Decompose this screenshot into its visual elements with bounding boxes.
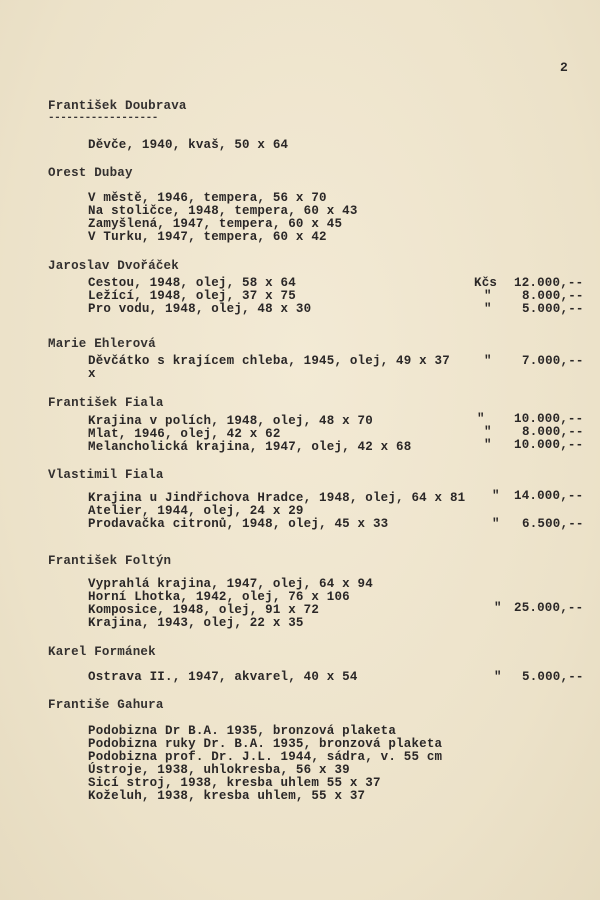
artwork-line: Ležící, 1948, olej, 37 x 75 xyxy=(88,289,296,303)
price-mark: " xyxy=(492,517,500,531)
artwork-line: Koželuh, 1938, kresba uhlem, 55 x 37 xyxy=(88,789,366,803)
artwork-line: Sicí stroj, 1938, kresba uhlem 55 x 37 xyxy=(88,776,381,790)
artwork-line: Ústroje, 1938, uhlokresba, 56 x 39 xyxy=(88,763,350,777)
artwork-line: V městě, 1946, tempera, 56 x 70 xyxy=(88,191,327,205)
price-mark: " xyxy=(484,425,492,439)
price-amount: 10.000,-- xyxy=(514,438,584,452)
artwork-line: Melancholická krajina, 1947, olej, 42 x 68 xyxy=(88,440,412,454)
price-mark: " xyxy=(484,302,492,316)
artist-name: Vlastimil Fiala xyxy=(48,468,164,482)
price-mark: Kčs xyxy=(474,276,498,290)
artwork-line: Podobizna ruky Dr. B.A. 1935, bronzová plaketa xyxy=(88,737,443,751)
artwork-line: Pro vodu, 1948, olej, 48 x 30 xyxy=(88,302,312,316)
price-amount: 5.000,-- xyxy=(522,302,584,316)
price-mark: " xyxy=(484,438,492,452)
artwork-line: Na stoličce, 1948, tempera, 60 x 43 xyxy=(88,204,358,218)
price-amount: 10.000,-- xyxy=(514,412,584,426)
artist-name: František Fiala xyxy=(48,396,164,410)
price-amount: 14.000,-- xyxy=(514,489,584,503)
artwork-line: Děvče, 1940, kvaš, 50 x 64 xyxy=(88,138,289,152)
price-mark: " xyxy=(484,354,492,368)
artwork-line: Krajina v polích, 1948, olej, 48 x 70 xyxy=(88,414,373,428)
price-mark: " xyxy=(494,670,502,684)
price-amount: 6.500,-- xyxy=(522,517,584,531)
price-amount: 7.000,-- xyxy=(522,354,584,368)
artwork-line: Zamyšlená, 1947, tempera, 60 x 45 xyxy=(88,217,343,231)
artwork-line: Podobizna prof. Dr. J.L. 1944, sádra, v. 55 cm xyxy=(88,750,443,764)
artwork-line: Prodavačka citronů, 1948, olej, 45 x 33 xyxy=(88,517,389,531)
artist-name: Karel Formánek xyxy=(48,645,156,659)
artwork-line: Vyprahlá krajina, 1947, olej, 64 x 94 xyxy=(88,577,373,591)
artist-name: Jaroslav Dvořáček xyxy=(48,259,179,273)
price-amount: 12.000,-- xyxy=(514,276,584,290)
artist-name: Orest Dubay xyxy=(48,166,133,180)
price-amount: 5.000,-- xyxy=(522,670,584,684)
artwork-line: Cestou, 1948, olej, 58 x 64 xyxy=(88,276,296,290)
artwork-line: Mlat, 1946, olej, 42 x 62 xyxy=(88,427,281,441)
price-mark: " xyxy=(494,601,502,615)
artwork-line: Komposice, 1948, olej, 91 x 72 xyxy=(88,603,320,617)
price-amount: 25.000,-- xyxy=(514,601,584,615)
artwork-line: V Turku, 1947, tempera, 60 x 42 xyxy=(88,230,327,244)
price-amount: 8.000,-- xyxy=(522,425,584,439)
artist-name: František Foltýn xyxy=(48,554,172,568)
page-number: 2 xyxy=(560,60,568,75)
artwork-line: Atelier, 1944, olej, 24 x 29 xyxy=(88,504,304,518)
price-mark: " xyxy=(492,489,500,503)
artwork-line: Horní Lhotka, 1942, olej, 76 x 106 xyxy=(88,590,350,604)
artwork-line: Krajina, 1943, olej, 22 x 35 xyxy=(88,616,304,630)
price-amount: 8.000,-- xyxy=(522,289,584,303)
name-underline: ------------------ xyxy=(48,112,158,124)
artwork-line: x xyxy=(88,367,96,381)
artist-name: Marie Ehlerová xyxy=(48,337,156,351)
artist-name: František Doubrava xyxy=(48,99,187,113)
artwork-line: Krajina u Jindřichova Hradce, 1948, olej, 64 x 81 xyxy=(88,491,466,505)
artist-name: Františe Gahura xyxy=(48,698,164,712)
price-mark: " xyxy=(484,289,492,303)
artwork-line: Podobizna Dr B.A. 1935, bronzová plaketa xyxy=(88,724,397,738)
artwork-line: Ostrava II., 1947, akvarel, 40 x 54 xyxy=(88,670,358,684)
price-mark: " xyxy=(477,412,485,426)
artwork-line: Děvčátko s krajícem chleba, 1945, olej, 49 x 37 xyxy=(88,354,450,368)
